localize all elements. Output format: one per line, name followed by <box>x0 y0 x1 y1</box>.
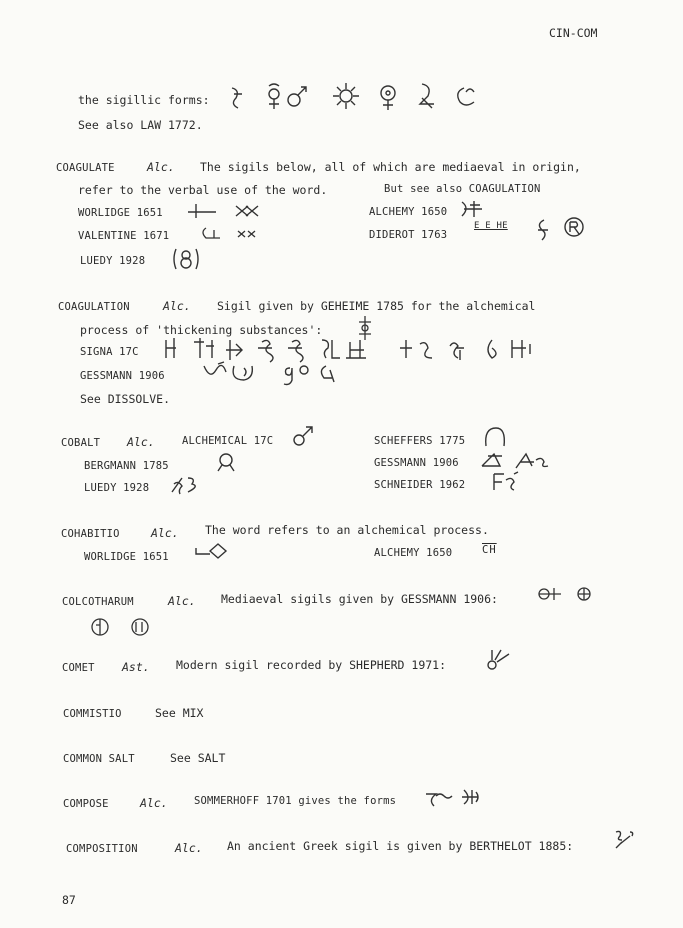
source-ref: LUEDY 1928 <box>80 255 146 267</box>
entry-description: Mediaeval sigils given by GESSMANN 1906: <box>221 592 498 606</box>
entry-term-commistio: COMMISTIO <box>63 708 122 720</box>
source-ref: SCHEFFERS 1775 <box>374 435 466 447</box>
worlidge-cohabitio-sigil-icon <box>194 542 230 560</box>
boxed-eight-sigil-icon <box>170 246 202 272</box>
entry-term-cohabitio: COHABITIO <box>61 528 120 540</box>
bracket-sigil-icon <box>198 224 268 242</box>
entry-description: refer to the verbal use of the word. <box>78 183 328 197</box>
cross-reference: See MIX <box>155 706 204 720</box>
colcotharum-sigils-icon <box>536 584 596 604</box>
continuation-line: the sigillic forms: <box>78 93 210 107</box>
source-ref: ALCHEMICAL 17C <box>182 435 274 447</box>
see-also-line: See also LAW 1772. <box>78 118 203 132</box>
category-label: Alc. <box>168 594 196 608</box>
colcotharum-sigils-row2-icon <box>88 615 158 639</box>
running-header: CIN-COM <box>549 26 598 40</box>
category-label: Alc. <box>127 435 155 449</box>
composition-sigil-icon <box>612 828 638 850</box>
entry-description: The word refers to an alchemical process. <box>205 523 489 537</box>
source-ref: DIDEROT 1763 <box>369 229 448 241</box>
page-number: 87 <box>62 893 76 907</box>
see-also-line: See DISSOLVE. <box>80 392 171 406</box>
entry-term-composition: COMPOSITION <box>66 843 138 855</box>
schneider-sigil-icon <box>490 470 522 494</box>
entry-description: Sigil given by GEHEIME 1785 for the alchemical <box>217 299 536 313</box>
source-ref: BERGMANN 1785 <box>84 460 169 472</box>
source-ref: LUEDY 1928 <box>84 482 150 494</box>
entry-term-comet: COMET <box>62 662 95 674</box>
gessmann-sigils-icon <box>198 358 348 388</box>
category-label: Alc. <box>175 841 203 855</box>
entry-term-compose: COMPOSE <box>63 798 109 810</box>
entry-description: An ancient Greek sigil is given by BERTHELOT 1885: <box>227 839 574 853</box>
scheffers-sigil-icon <box>482 424 508 450</box>
category-label: Alc. <box>163 299 191 313</box>
source-ref: ALCHEMY 1650 <box>374 547 453 559</box>
entry-description: SOMMERHOFF 1701 gives the forms <box>194 795 397 807</box>
entry-term-common-salt: COMMON SALT <box>63 753 135 765</box>
source-ref: GESSMANN 1906 <box>80 370 165 382</box>
category-label: Alc. <box>147 160 175 174</box>
entry-description: The sigils below, all of which are mediaeval in origin, <box>200 160 581 174</box>
category-label: Alc. <box>140 796 168 810</box>
luedy-sigil-icon <box>168 472 202 496</box>
gessmann-cobalt-sigil-icon <box>480 448 556 472</box>
source-ref: WORLIDGE 1651 <box>78 207 163 219</box>
source-ref: ALCHEMY 1650 <box>369 206 448 218</box>
sigil-row-icon <box>228 80 488 114</box>
bergmann-sigil-icon <box>216 452 236 474</box>
category-label: Ast. <box>122 660 150 674</box>
cross-reference: See SALT <box>170 751 226 765</box>
entry-term-coagulate: COAGULATE <box>56 162 115 174</box>
comet-sigil-icon <box>484 648 512 672</box>
category-label: Alc. <box>151 526 179 540</box>
source-ref: GESSMANN 1906 <box>374 457 459 469</box>
entry-description: process of 'thickening substances': <box>80 323 323 337</box>
double-cross-sigil-icon <box>458 198 488 220</box>
entry-description: Modern sigil recorded by SHEPHERD 1971: <box>176 658 447 672</box>
source-ref: SIGNA 17C <box>80 346 139 358</box>
entry-term-coagulation: COAGULATION <box>58 301 130 313</box>
mars-sigil-icon <box>290 424 318 448</box>
source-ref: VALENTINE 1671 <box>78 230 170 242</box>
compose-sigils-icon <box>424 786 484 808</box>
entry-term-colcotharum: COLCOTHARUM <box>62 596 134 608</box>
cross-reference: But see also COAGULATION <box>384 183 541 195</box>
alchemy-ch-sigil-text: $\overline{CH}$ <box>482 544 497 556</box>
diderot-sigil-icon <box>534 214 590 242</box>
source-ref: SCHNEIDER 1962 <box>374 479 466 491</box>
entry-term-cobalt: COBALT <box>61 437 101 449</box>
diderot-sigil-text: E E HE <box>474 221 508 231</box>
source-ref: WORLIDGE 1651 <box>84 551 169 563</box>
cross-line-sigil-icon <box>186 200 266 220</box>
